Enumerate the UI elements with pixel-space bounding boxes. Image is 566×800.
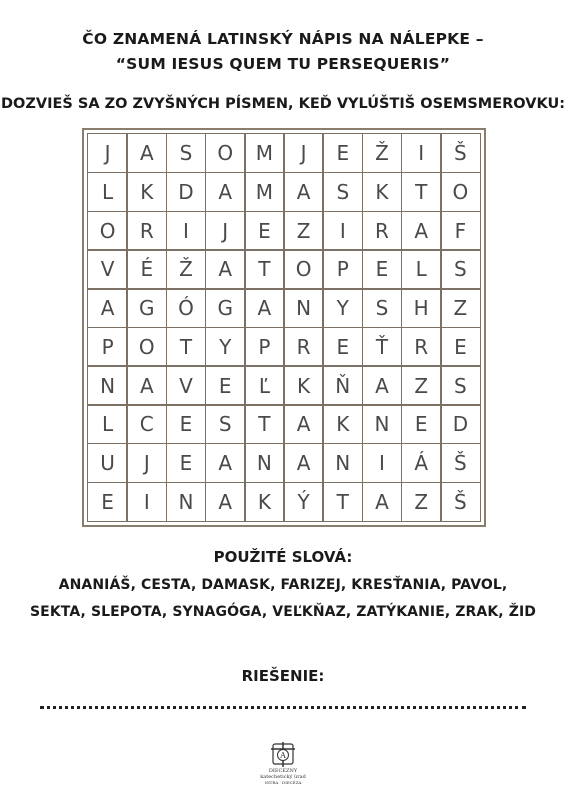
grid-cell[interactable]: Y xyxy=(205,327,246,367)
grid-cell[interactable]: R xyxy=(126,211,167,251)
grid-cell[interactable]: T xyxy=(166,327,207,367)
grid-cell[interactable]: L xyxy=(87,172,128,212)
grid-cell[interactable]: E xyxy=(322,327,363,367)
grid-cell[interactable]: I xyxy=(322,211,363,251)
grid-cell[interactable]: M xyxy=(244,133,285,173)
grid-cell[interactable]: S xyxy=(440,365,481,405)
grid-cell[interactable]: Š xyxy=(440,133,481,173)
grid-cell[interactable]: E xyxy=(166,443,207,483)
grid-cell[interactable]: O xyxy=(126,327,167,367)
grid-cell[interactable]: L xyxy=(401,249,442,289)
grid-cell[interactable]: A xyxy=(283,443,324,483)
grid-cell[interactable]: Ť xyxy=(362,327,403,367)
logo-text-2: katechetický úrad xyxy=(260,774,306,780)
logo-text-1: DIECÉZNY xyxy=(268,768,298,774)
grid-cell[interactable]: O xyxy=(87,211,128,251)
grid-cell[interactable]: Š xyxy=(440,443,481,483)
grid-cell[interactable]: V xyxy=(87,249,128,289)
grid-cell[interactable]: Ž xyxy=(362,133,403,173)
grid-cell[interactable]: Y xyxy=(322,288,363,328)
grid-cell[interactable]: I xyxy=(362,443,403,483)
grid-cell[interactable]: H xyxy=(401,288,442,328)
grid-cell[interactable]: J xyxy=(205,211,246,251)
grid-cell[interactable]: O xyxy=(283,249,324,289)
grid-cell[interactable]: Z xyxy=(440,288,481,328)
grid-cell[interactable]: A xyxy=(244,288,285,328)
grid-cell[interactable]: E xyxy=(87,482,128,522)
grid-cell[interactable]: A xyxy=(205,482,246,522)
grid-cell[interactable]: Ň xyxy=(322,365,363,405)
grid-cell[interactable]: E xyxy=(440,327,481,367)
grid-cell[interactable]: S xyxy=(362,288,403,328)
diocesan-logo xyxy=(262,742,304,798)
grid-cell[interactable]: Z xyxy=(283,211,324,251)
title-line-2: “SUM IESUS QUEM TU PERSEQUERIS” xyxy=(115,55,451,73)
grid-cell[interactable]: D xyxy=(440,404,481,444)
used-words-line-1: ANANIÁŠ, CESTA, DAMASK, FARIZEJ, KRESŤANIA, PAVOL, xyxy=(58,577,508,593)
grid-cell[interactable]: C xyxy=(126,404,167,444)
grid-cell[interactable]: G xyxy=(126,288,167,328)
grid-cell[interactable]: K xyxy=(126,172,167,212)
grid-cell[interactable]: É xyxy=(126,249,167,289)
grid-cell[interactable]: K xyxy=(283,365,324,405)
grid-cell[interactable]: L xyxy=(87,404,128,444)
grid-cell[interactable]: Z xyxy=(401,365,442,405)
logo-text-3: NITRA · DIECÉZA xyxy=(264,780,302,785)
grid-cell[interactable]: Ľ xyxy=(244,365,285,405)
used-words-heading: POUŽITÉ SLOVÁ: xyxy=(213,548,353,566)
grid-cell[interactable]: O xyxy=(440,172,481,212)
grid-cell[interactable]: E xyxy=(244,211,285,251)
grid-cell[interactable]: A xyxy=(283,404,324,444)
grid-cell[interactable]: Ó xyxy=(166,288,207,328)
svg-text:A: A xyxy=(280,751,286,760)
grid-cell[interactable]: I xyxy=(126,482,167,522)
grid-cell[interactable]: P xyxy=(322,249,363,289)
grid-cell[interactable]: R xyxy=(283,327,324,367)
grid-cell[interactable]: A xyxy=(362,365,403,405)
solution-label: RIEŠENIE: xyxy=(241,667,325,685)
grid-cell[interactable]: A xyxy=(401,211,442,251)
grid-cell[interactable]: A xyxy=(205,172,246,212)
grid-cell[interactable]: E xyxy=(322,133,363,173)
grid-cell[interactable]: F xyxy=(440,211,481,251)
grid-cell[interactable]: K xyxy=(244,482,285,522)
grid-cell[interactable]: E xyxy=(362,249,403,289)
grid-cell[interactable]: E xyxy=(205,365,246,405)
grid-cell[interactable]: V xyxy=(166,365,207,405)
grid-cell[interactable]: P xyxy=(244,327,285,367)
grid-cell[interactable]: T xyxy=(401,172,442,212)
grid-cell[interactable]: Š xyxy=(440,482,481,522)
logo-emblem-icon xyxy=(271,742,295,768)
grid-cell[interactable]: Ž xyxy=(166,249,207,289)
grid-cell[interactable]: Ý xyxy=(283,482,324,522)
grid-cell[interactable]: D xyxy=(166,172,207,212)
grid-cell[interactable]: Á xyxy=(401,443,442,483)
grid-cell[interactable]: A xyxy=(283,172,324,212)
grid-cell[interactable]: S xyxy=(205,404,246,444)
used-words-line-2: SEKTA, SLEPOTA, SYNAGÓGA, VEĽKŇAZ, ZATÝKANIE, ZRAK, ŽID xyxy=(30,604,536,620)
grid-cell[interactable]: U xyxy=(87,443,128,483)
grid-cell[interactable]: A xyxy=(126,133,167,173)
grid-cell[interactable]: N xyxy=(166,482,207,522)
grid-cell[interactable]: A xyxy=(87,288,128,328)
grid-cell[interactable]: A xyxy=(205,443,246,483)
grid-cell[interactable]: J xyxy=(126,443,167,483)
grid-cell[interactable]: N xyxy=(322,443,363,483)
word-search-grid xyxy=(82,128,486,527)
solution-answer-line[interactable] xyxy=(40,706,526,709)
grid-cell[interactable]: I xyxy=(166,211,207,251)
grid-cell[interactable]: G xyxy=(205,288,246,328)
grid-cell[interactable]: S xyxy=(440,249,481,289)
grid-cell[interactable]: P xyxy=(87,327,128,367)
grid-cell[interactable]: R xyxy=(401,327,442,367)
grid-cell[interactable]: E xyxy=(166,404,207,444)
grid-cell[interactable]: N xyxy=(244,443,285,483)
grid-cell[interactable]: N xyxy=(362,404,403,444)
grid-cell[interactable]: N xyxy=(87,365,128,405)
grid-cell[interactable]: S xyxy=(322,172,363,212)
grid-cell[interactable]: J xyxy=(87,133,128,173)
instruction: DOZVIEŠ SA ZO ZVYŠNÝCH PÍSMEN, KEĎ VYLÚŠTIŠ OSEMSMEROVKU: xyxy=(0,96,566,112)
grid-cell[interactable]: J xyxy=(283,133,324,173)
grid-cell[interactable]: K xyxy=(322,404,363,444)
grid-cell[interactable]: M xyxy=(244,172,285,212)
grid-cell[interactable]: E xyxy=(401,404,442,444)
grid-cell[interactable]: A xyxy=(205,249,246,289)
title-line-1: ČO ZNAMENÁ LATINSKÝ NÁPIS NA NÁLEPKE – xyxy=(82,30,484,48)
grid-cell[interactable]: K xyxy=(362,172,403,212)
grid-cell[interactable]: A xyxy=(362,482,403,522)
grid-cell[interactable]: R xyxy=(362,211,403,251)
grid-cell[interactable]: N xyxy=(283,288,324,328)
grid-cell[interactable]: I xyxy=(401,133,442,173)
grid-cell[interactable]: S xyxy=(166,133,207,173)
grid-cell[interactable]: Z xyxy=(401,482,442,522)
grid-cell[interactable]: A xyxy=(126,365,167,405)
grid-cell[interactable]: O xyxy=(205,133,246,173)
grid-cell[interactable]: T xyxy=(322,482,363,522)
grid-cell[interactable]: T xyxy=(244,249,285,289)
grid-cell[interactable]: T xyxy=(244,404,285,444)
